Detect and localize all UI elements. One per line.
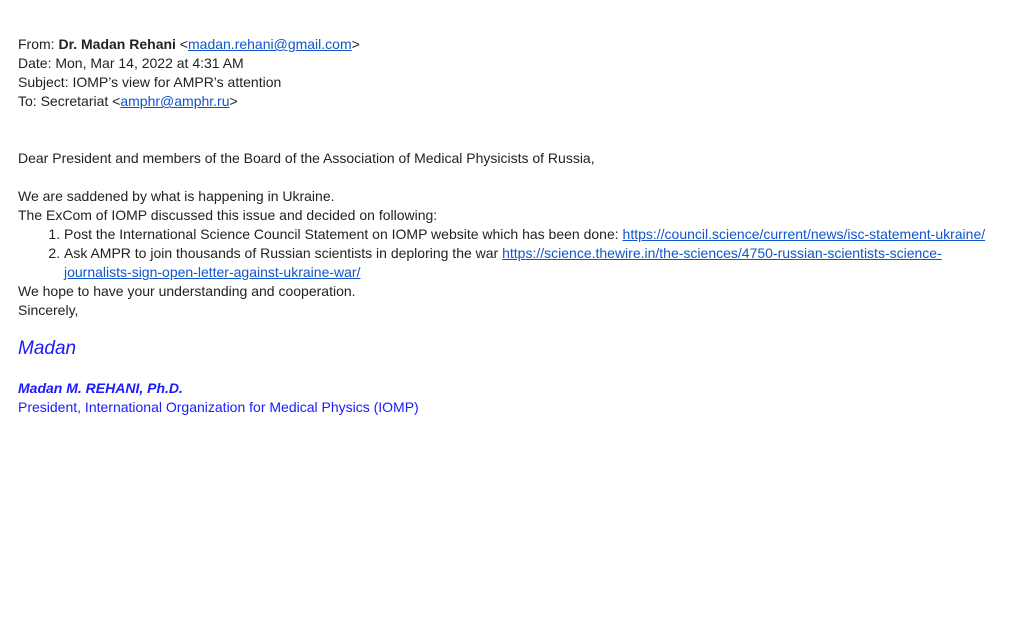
from-label: From:: [18, 36, 59, 52]
sign-off: Sincerely,: [18, 302, 79, 318]
email-message: [18, 35, 1008, 417]
to-line: To: Secretariat <amphr@amphr.ru>: [18, 93, 238, 109]
date-line: [18, 54, 1008, 73]
sender-name: Dr. Madan Rehani: [58, 36, 176, 52]
signature-name: Madan: [18, 338, 77, 359]
signature-full-name: Madan M. REHANI, Ph.D.: [18, 380, 183, 396]
sender-email-link[interactable]: madan.rehani@gmail.com: [188, 36, 352, 52]
spacer: [18, 168, 1008, 187]
list-item-text: Post the International Science Council Statement on IOMP website which has been done:: [64, 226, 623, 242]
body-line-2: The ExCom of IOMP discussed this issue and decided on following:: [18, 207, 438, 223]
date-label: Date:: [18, 55, 56, 71]
subject-line: [18, 73, 1008, 92]
to-label: To:: [18, 93, 41, 109]
closing-line: We hope to have your understanding and cooperation.: [18, 283, 356, 299]
list-item: [64, 244, 1008, 282]
from-line: From: Dr. Madan Rehani <madan.rehani@gmail.com>: [18, 36, 360, 52]
open-letter-link[interactable]: https://science.thewire.in/the-sciences/4750-russian-scientists-science-journalists-sign-open-letter-against-ukraine-war/: [64, 245, 942, 280]
recipient-name: Secretariat: [40, 93, 109, 109]
greeting: Dear President and members of the Board of the Association of Medical Physicists of Russia,: [18, 150, 595, 166]
recipient-email-link[interactable]: amphr@amphr.ru: [120, 93, 230, 109]
isc-statement-link[interactable]: https://council.science/current/news/isc-statement-ukraine/: [622, 226, 986, 242]
signature-title: President, International Organization for Medical Physics (IOMP): [18, 399, 419, 415]
action-list: [18, 225, 1008, 282]
list-item-text: Ask AMPR to join thousands of Russian scientists in deploring the war: [64, 245, 503, 261]
subject-label: Subject:: [18, 74, 73, 90]
date-value: Mon, Mar 14, 2022 at 4:31 AM: [55, 55, 244, 71]
subject-value: IOMP’s view for AMPR’s attention: [72, 74, 282, 90]
body-line-1: We are saddened by what is happening in Ukraine.: [18, 188, 335, 204]
list-item: [64, 225, 1008, 244]
